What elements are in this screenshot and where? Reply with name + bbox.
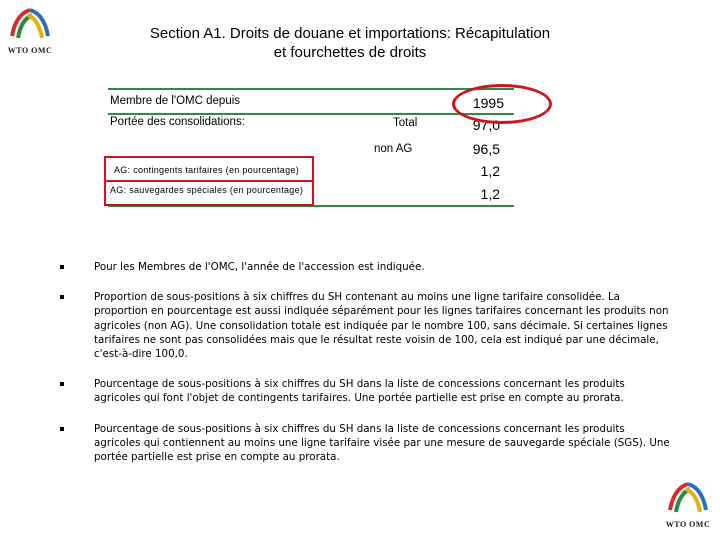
bindings-label: Portée des consolidations: xyxy=(110,116,245,128)
note-item xyxy=(60,260,670,274)
member-since-label: Membre de l'OMC depuis xyxy=(110,95,241,107)
special-safeguards-label: AG: sauvegardes spéciales (en pourcentage) xyxy=(110,185,304,195)
total-label: Total xyxy=(393,117,418,129)
bullet-icon xyxy=(60,295,64,299)
note-item xyxy=(60,377,670,405)
wto-swirl-icon xyxy=(664,480,712,520)
note-text: Pourcentage de sous-positions à six chiffres du SH dans la liste de concessions concernant les produits agricoles qui font l'objet de contingents tarifaires. Une portée partielle est prise en compte au prorata. xyxy=(94,378,625,405)
wto-logo-text: WTO OMC xyxy=(665,520,711,529)
wto-swirl-icon xyxy=(6,6,54,46)
title-line-1: Section A1. Droits de douane et importations: Récapitulation xyxy=(149,25,551,42)
table-top-rule xyxy=(108,88,514,90)
highlight-box-tariff-quotas xyxy=(104,156,314,182)
notes-list xyxy=(60,260,670,480)
tariff-quotas-value: 1,2 xyxy=(480,163,500,179)
wto-logo-top xyxy=(6,6,54,55)
member-since-value: 1995 xyxy=(472,95,504,111)
wto-logo-text: WTO OMC xyxy=(7,46,53,55)
note-text: Pour les Membres de l'OMC, l'année de l'accession est indiquée. xyxy=(94,261,425,273)
note-text: Pourcentage de sous-positions à six chiffres du SH dans la liste de concessions concernant les produits agricoles qui contiennent au moins une ligne tarifaire visée par une mesure de sauvegarde spéciale (SGS). Une portée partielle est prise en compte au prorata. xyxy=(94,422,670,464)
highlight-box-special-safeguards xyxy=(104,180,314,206)
note-item xyxy=(60,290,670,361)
non-ag-value: 96,5 xyxy=(472,141,500,157)
note-item xyxy=(60,422,670,465)
note-text: Proportion de sous-positions à six chiffres du SH contenant au moins une ligne tarifaire consolidée. La proportion en pourcentage est aussi indiquée séparément pour les lignes tarifaires concernant les produits non agricoles (non AG). Une consolidation totale est indiquée par le nombre 100, sans décimale. Si certaines lignes tarifaires ne sont pas consolidées mais que le résultat reste voisin de 100, cela est indiqué par une décimale, c'est-à-dire 100,0. xyxy=(94,291,669,361)
wto-logo-bottom xyxy=(664,480,712,529)
tariff-quotas-label: AG: contingents tarifaires (en pourcentage) xyxy=(114,165,299,175)
page-title xyxy=(90,24,610,62)
bullet-icon xyxy=(60,427,64,431)
title-line-2: et fourchettes de droits xyxy=(273,44,427,61)
bullet-icon xyxy=(60,382,64,386)
total-value: 97,0 xyxy=(472,117,500,133)
non-ag-label: non AG xyxy=(374,143,413,155)
highlight-oval-member-since xyxy=(452,84,552,124)
bullet-icon xyxy=(60,265,64,269)
special-safeguards-value: 1,2 xyxy=(480,186,500,202)
table-mid-rule xyxy=(108,113,514,115)
